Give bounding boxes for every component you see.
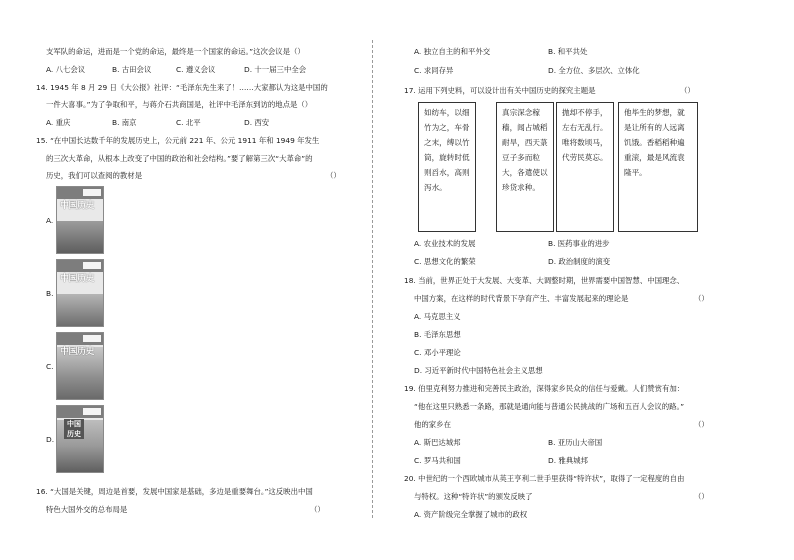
q15-option-c-label[interactable]: C. — [46, 362, 54, 371]
q14-stem-line1: 14. 1945 年 8 月 29 日《大公报》社评：“毛泽东先生来了！……大家都认为这是中国的 — [36, 83, 328, 92]
q16-option-d[interactable]: D. 全方位、多层次、立体化 — [548, 66, 640, 75]
q14-option-d[interactable]: D. 西安 — [244, 118, 270, 127]
q15-option-d-label[interactable]: D. — [46, 435, 55, 444]
q17-option-c[interactable]: C. 思想文化的繁荣 — [414, 257, 476, 266]
book-title-c: 中国历史 — [60, 347, 95, 357]
q15-option-a-label[interactable]: A. — [46, 216, 54, 225]
q18-option-d[interactable]: D. 习近平新时代中国特色社会主义思想 — [414, 366, 543, 375]
book-cover-d[interactable] — [56, 405, 104, 473]
q13-option-c[interactable]: C. 遵义会议 — [176, 65, 216, 74]
q18-stem-line1: 18. 当前，世界正处于大发展、大变革、大调整时期，世界需要中国智慧、中国理念、 — [404, 276, 685, 285]
q19-stem-line2: “他在这里只熟悉一条路，那就是通向能与普通公民挑战的广场和五百人会议的路。” — [414, 402, 685, 411]
q18-stem-line2: 中国方案，在这样的时代背景下孕育产生、丰富发展起来的理论是 — [414, 294, 629, 303]
q16-option-c[interactable]: C. 求同存异 — [414, 66, 454, 75]
q17-option-b[interactable]: B. 医药事业的进步 — [548, 239, 610, 248]
q17-answer-paren[interactable]: （） — [680, 86, 695, 95]
q17-source-box-1: 如纺车，以细竹为之，车骨之末，缚以竹筒，旋转时低则舀水，高则泻水。 — [418, 102, 476, 232]
q20-option-a[interactable]: A. 资产阶级完全掌握了城市的政权 — [414, 510, 528, 519]
q18-option-c[interactable]: C. 邓小平理论 — [414, 348, 461, 357]
q16-option-b[interactable]: B. 和平共处 — [548, 47, 588, 56]
q17-option-a[interactable]: A. 农业技术的发展 — [414, 239, 476, 248]
q16-stem-line1: 16. “大国是关键，周边是首要，发展中国家是基础，多边是重要舞台。”这反映出中国 — [36, 487, 313, 496]
book-stamp-d: 中国历史 — [64, 419, 84, 439]
book-cover-c[interactable] — [56, 332, 104, 400]
q19-option-b[interactable]: B. 亚历山大帝国 — [548, 438, 603, 447]
q20-stem-line2: 与特权。这种“特许状”的颁发反映了 — [414, 492, 533, 501]
q19-option-c[interactable]: C. 罗马共和国 — [414, 456, 461, 465]
q17-stem: 17. 运用下列史料，可以设计出有关中国历史的探究主题是 — [404, 86, 596, 95]
q19-stem-line3: 他的家乡在 — [414, 420, 451, 429]
q14-option-b[interactable]: B. 南京 — [112, 118, 137, 127]
q18-option-a[interactable]: A. 马克思主义 — [414, 312, 461, 321]
q18-answer-paren[interactable]: （） — [694, 294, 709, 303]
q15-option-b-label[interactable]: B. — [46, 289, 54, 298]
book-cover-b[interactable] — [56, 259, 104, 327]
column-divider — [372, 40, 373, 518]
q15-stem-line3: 历史，我们可以查阅的教材是 — [46, 171, 143, 180]
q19-stem-line1: 19. 伯里克利努力推进和完善民主政治，深得家乡民众的信任与爱戴。人们赞赏有加： — [404, 384, 685, 393]
q19-answer-paren[interactable]: （） — [694, 420, 709, 429]
q17-source-box-4: 他毕生的梦想，就是让所有的人远离饥饿。香稻稻种遍重滚，最是风流袁隆平。 — [618, 102, 698, 232]
q16-stem-line2: 特色大国外交的总布局是 — [46, 505, 128, 514]
q15-stem-line1: 15. “在中国长达数千年的发展历史上，公元前 221 年、公元 1911 年和 1949 年发生 — [36, 136, 320, 145]
q14-option-c[interactable]: C. 北平 — [176, 118, 201, 127]
q14-stem-line2: 一件大喜事。”为了争取和平，与蒋介石共商国是，社评中毛泽东到访的地点是（） — [46, 100, 313, 109]
q13-tail-text: 支军队的命运，进而是一个党的命运，最终是一个国家的命运。”这次会议是（） — [46, 47, 305, 56]
q13-option-a[interactable]: A. 八七会议 — [46, 65, 86, 74]
q20-answer-paren[interactable]: （） — [694, 492, 709, 501]
q15-stem-line2: 的三次大革命，从根本上改变了中国的政治和社会结构。”要了解第三次“大革命”的 — [46, 154, 313, 163]
book-title-b: 中国历史 — [60, 274, 95, 284]
q14-option-a[interactable]: A. 重庆 — [46, 118, 71, 127]
q16-option-a[interactable]: A. 独立自主的和平外交 — [414, 47, 491, 56]
q13-option-d[interactable]: D. 十一届三中全会 — [244, 65, 307, 74]
q18-option-b[interactable]: B. 毛泽东思想 — [414, 330, 461, 339]
q17-source-box-2: 真宗深念稼穑，闻占城稻耐旱，西天菉豆子多而粒大，各遣使以珍货求种。 — [496, 102, 554, 232]
q20-stem-line1: 20. 中世纪的一个西欧城市从英王亨利二世手里获得“特许状”，取得了一定程度的自由 — [404, 474, 685, 483]
q13-option-b[interactable]: B. 古田会议 — [112, 65, 152, 74]
book-title-a: 中国历史 — [60, 201, 95, 211]
q17-option-d[interactable]: D. 政治制度的演变 — [548, 257, 611, 266]
q19-option-a[interactable]: A. 斯巴达城邦 — [414, 438, 461, 447]
book-cover-a[interactable] — [56, 186, 104, 254]
q19-option-d[interactable]: D. 雅典城邦 — [548, 456, 588, 465]
q15-answer-paren[interactable]: （） — [326, 171, 341, 180]
q16-answer-paren[interactable]: （） — [310, 505, 325, 514]
q17-source-box-3: 抛却不停手，左右无乱行。唯将数顷马，代劳民莫忘。 — [556, 102, 614, 232]
